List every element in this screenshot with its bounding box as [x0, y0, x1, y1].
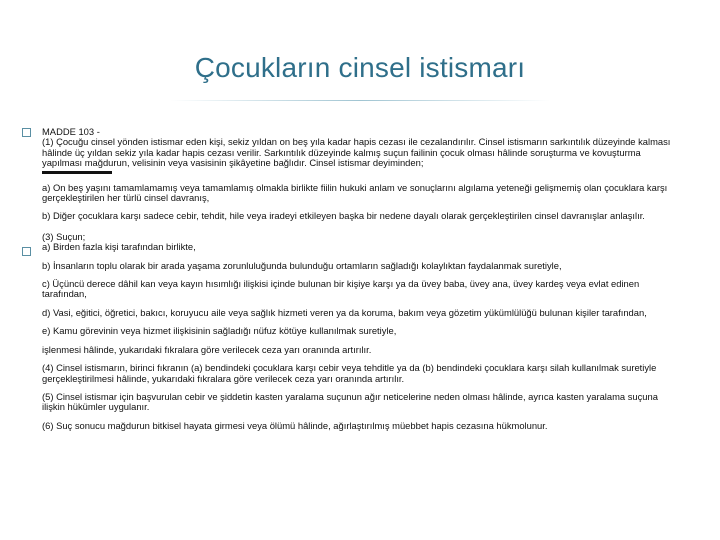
paragraph: (4) Cinsel istismarın, birinci fıkranın (a) bendindeki çocuklara karşı cebir veya tehditle ya da (b) bendindeki çocuklara karşı silah kullanılmak suretiyle gerçekleştirilmesi hâlinde, yukarıdaki fıkralara göre verilecek ceza yarı oranında artırılır. — [42, 362, 657, 384]
paragraph: işlenmesi hâlinde, yukarıdaki fıkralara göre verilecek ceza yarı oranında artırılır. — [42, 343, 372, 355]
paragraph: d) Vasi, eğitici, öğretici, bakıcı, koruyucu aile veya sağlık hizmeti veren ya da koruma, bakım veya gözetim yükümlülüğü bulunan kişiler tarafından, — [42, 306, 647, 318]
paragraph: c) Üçüncü derece dâhil kan veya kayın hısımlığı ilişkisi içinde bulunan bir kişiye karşı ya da üvey baba, üvey ana, üvey kardeş veya evlat edinen tarafından, — [42, 278, 640, 300]
bullet-square-icon — [22, 247, 31, 256]
paragraph: (3) Suçun; — [42, 230, 86, 242]
article-text — [42, 127, 672, 439]
paragraph: (5) Cinsel istismar için başvurulan cebir ve şiddetin kasten yaralama suçunun ağır neticelerine neden olması hâlinde, ayrıca kasten yaralama suçuna ilişkin hükümler uygulanır. — [42, 390, 658, 413]
paragraph: a) Birden fazla kişi tarafından birlikte, — [42, 241, 196, 253]
title-divider — [170, 100, 550, 101]
bullet-square-icon — [22, 128, 31, 137]
paragraph: b) İnsanların toplu olarak bir arada yaşama zorunluluğunda bulunduğu ortamların sağladığı kolaylıktan faydalanmak suretiyle, — [42, 259, 562, 271]
article-heading: MADDE 103 - — [42, 126, 100, 137]
paragraph: (6) Suç sonucu mağdurun bitkisel hayata girmesi veya ölümü hâlinde, ağırlaştırılmış müebbet hapis cezasına hükmolunur. — [42, 419, 548, 431]
paragraph: b) Diğer çocuklara karşı sadece cebir, tehdit, hile veya iradeyi etkileyen başka bir nedene dayalı olarak gerçekleştirilen cinsel davranışlar anlaşılır. — [42, 210, 645, 222]
paragraph: (1) Çocuğu cinsel yönden istismar eden kişi, sekiz yıldan on beş yıla kadar hapis cezası ile cezalandırılır. Cinsel istismarın sarkıntılık düzeyinde kalması hâlinde üç yıldan sekiz yıla kadar hapis cezası verilir. Sarkıntılık düzeyinde kalmış suçun failinin çocuk olması hâlinde soruşturma ve kovuşturma yapılması mağdurun, velisinin veya vasisinin şikâyetine bağlıdır. Cinsel istismar deyiminden; — [42, 136, 671, 169]
paragraph: a) On beş yaşını tamamlamamış veya tamamlamış olmakla birlikte fiilin hukuki anlam ve sonuçlarını algılama yeteneği gelişmemiş olan çocuklara karşı gerçekleştirilen her türlü cinsel davranış, — [42, 181, 668, 204]
paragraph: e) Kamu görevinin veya hizmet ilişkisinin sağladığı nüfuz kötüye kullanılmak suretiyle, — [42, 325, 397, 337]
slide-title: Çocukların cinsel istismarı — [194, 52, 526, 83]
